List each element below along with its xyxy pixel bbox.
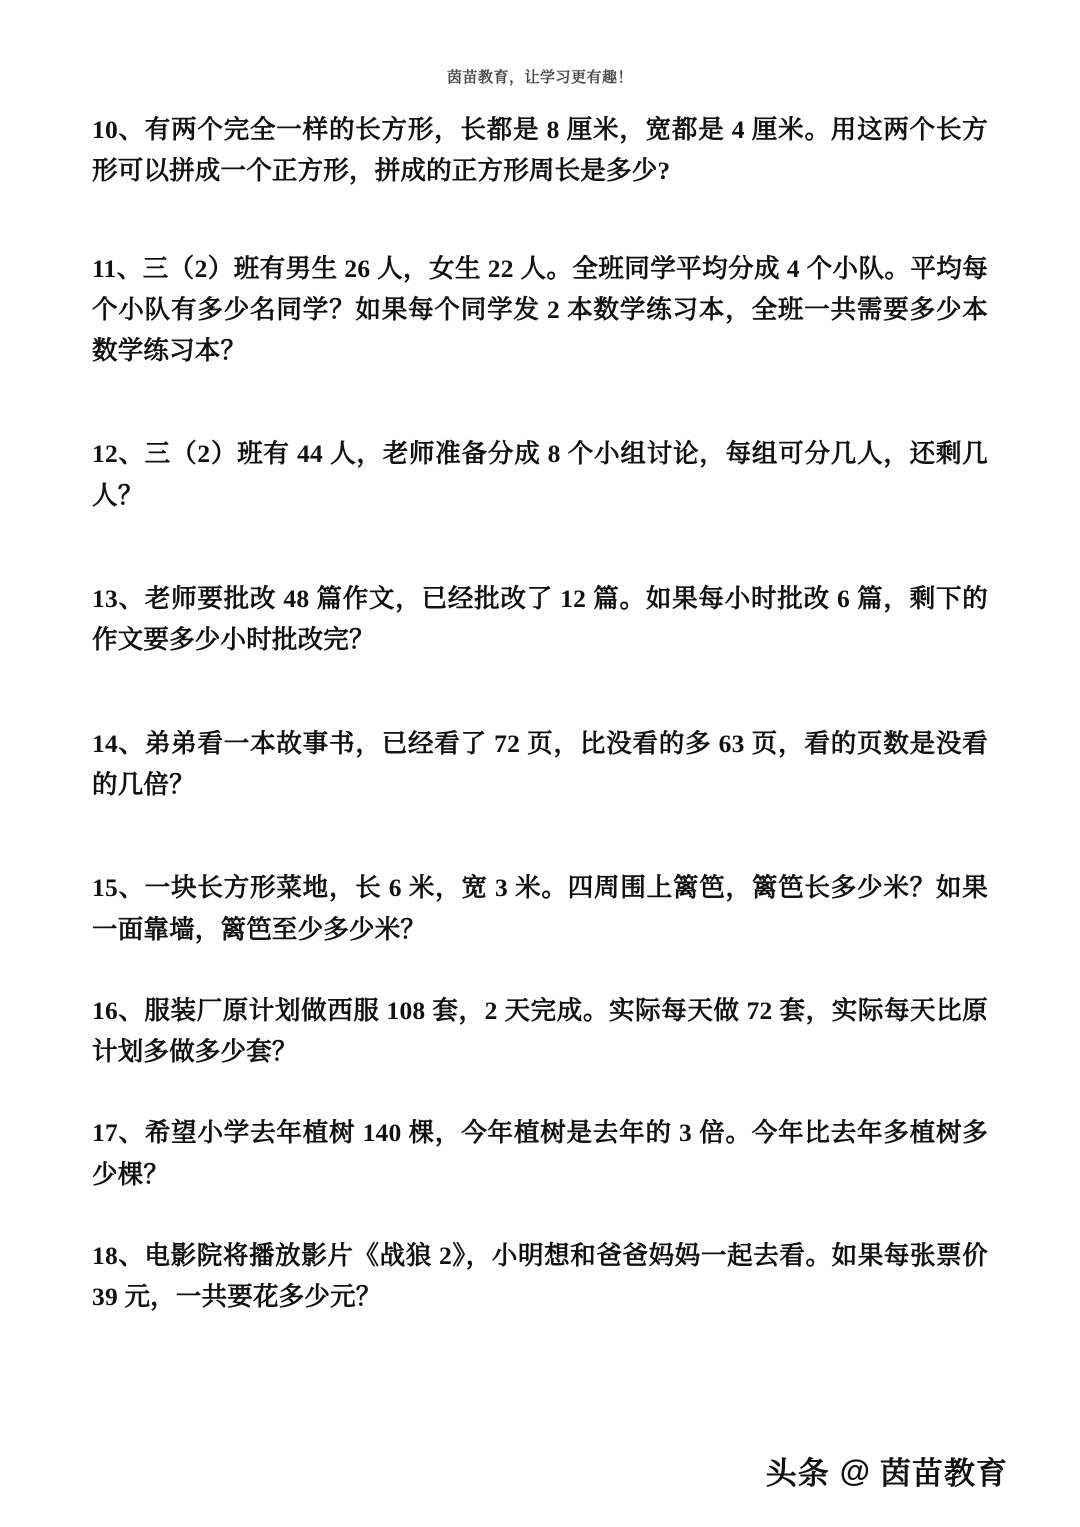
question-item: 15、一块长方形菜地，长 6 米，宽 3 米。四周围上篱笆，篱笆长多少米？如果一面靠墙，篱笆至少多少米？ <box>92 873 988 944</box>
footer-watermark <box>766 1448 1008 1493</box>
question-item: 14、弟弟看一本故事书，已经看了 72 页，比没看的多 63 页，看的页数是没看的几倍？ <box>92 728 988 799</box>
questions-list <box>92 109 988 1318</box>
at-symbol: @ <box>839 1452 870 1488</box>
platform-label: 头条 <box>765 1456 830 1491</box>
question-item: 18、电影院将播放影片《战狼 2》，小明想和爸爸妈妈一起去看。如果每张票价 39 元，一共要花多少元？ <box>92 1241 988 1312</box>
page-header-note: 茵苗教育，让学习更有趣！ <box>446 69 633 86</box>
question-item: 10、有两个完全一样的长方形，长都是 8 厘米，宽都是 4 厘米。用这两个长方形可以拼成一个正方形，拼成的正方形周长是多少? <box>92 115 988 186</box>
question-item: 17、希望小学去年植树 140 棵，今年植树是去年的 3 倍。今年比去年多植树多少棵？ <box>92 1118 988 1189</box>
question-item: 16、服装厂原计划做西服 108 套，2 天完成。实际每天做 72 套，实际每天比原计划多做多少套？ <box>92 995 988 1067</box>
question-item: 11、三（2）班有男生 26 人，女生 22 人。全班同学平均分成 4 个小队。平均每个小队有多少名同学？如果每个同学发 2 本数学练习本，全班一共需要多少本数学练习本？ <box>92 253 988 366</box>
question-item: 13、老师要批改 48 篇作文，已经批改了 12 篇。如果每小时批改 6 篇，剩下的作文要多少小时批改完？ <box>92 584 988 655</box>
account-name: 茵苗教育 <box>880 1456 1008 1491</box>
question-item: 12、三（2）班有 44 人，老师准备分成 8 个小组讨论，每组可分几人，还剩几人？ <box>92 439 988 510</box>
